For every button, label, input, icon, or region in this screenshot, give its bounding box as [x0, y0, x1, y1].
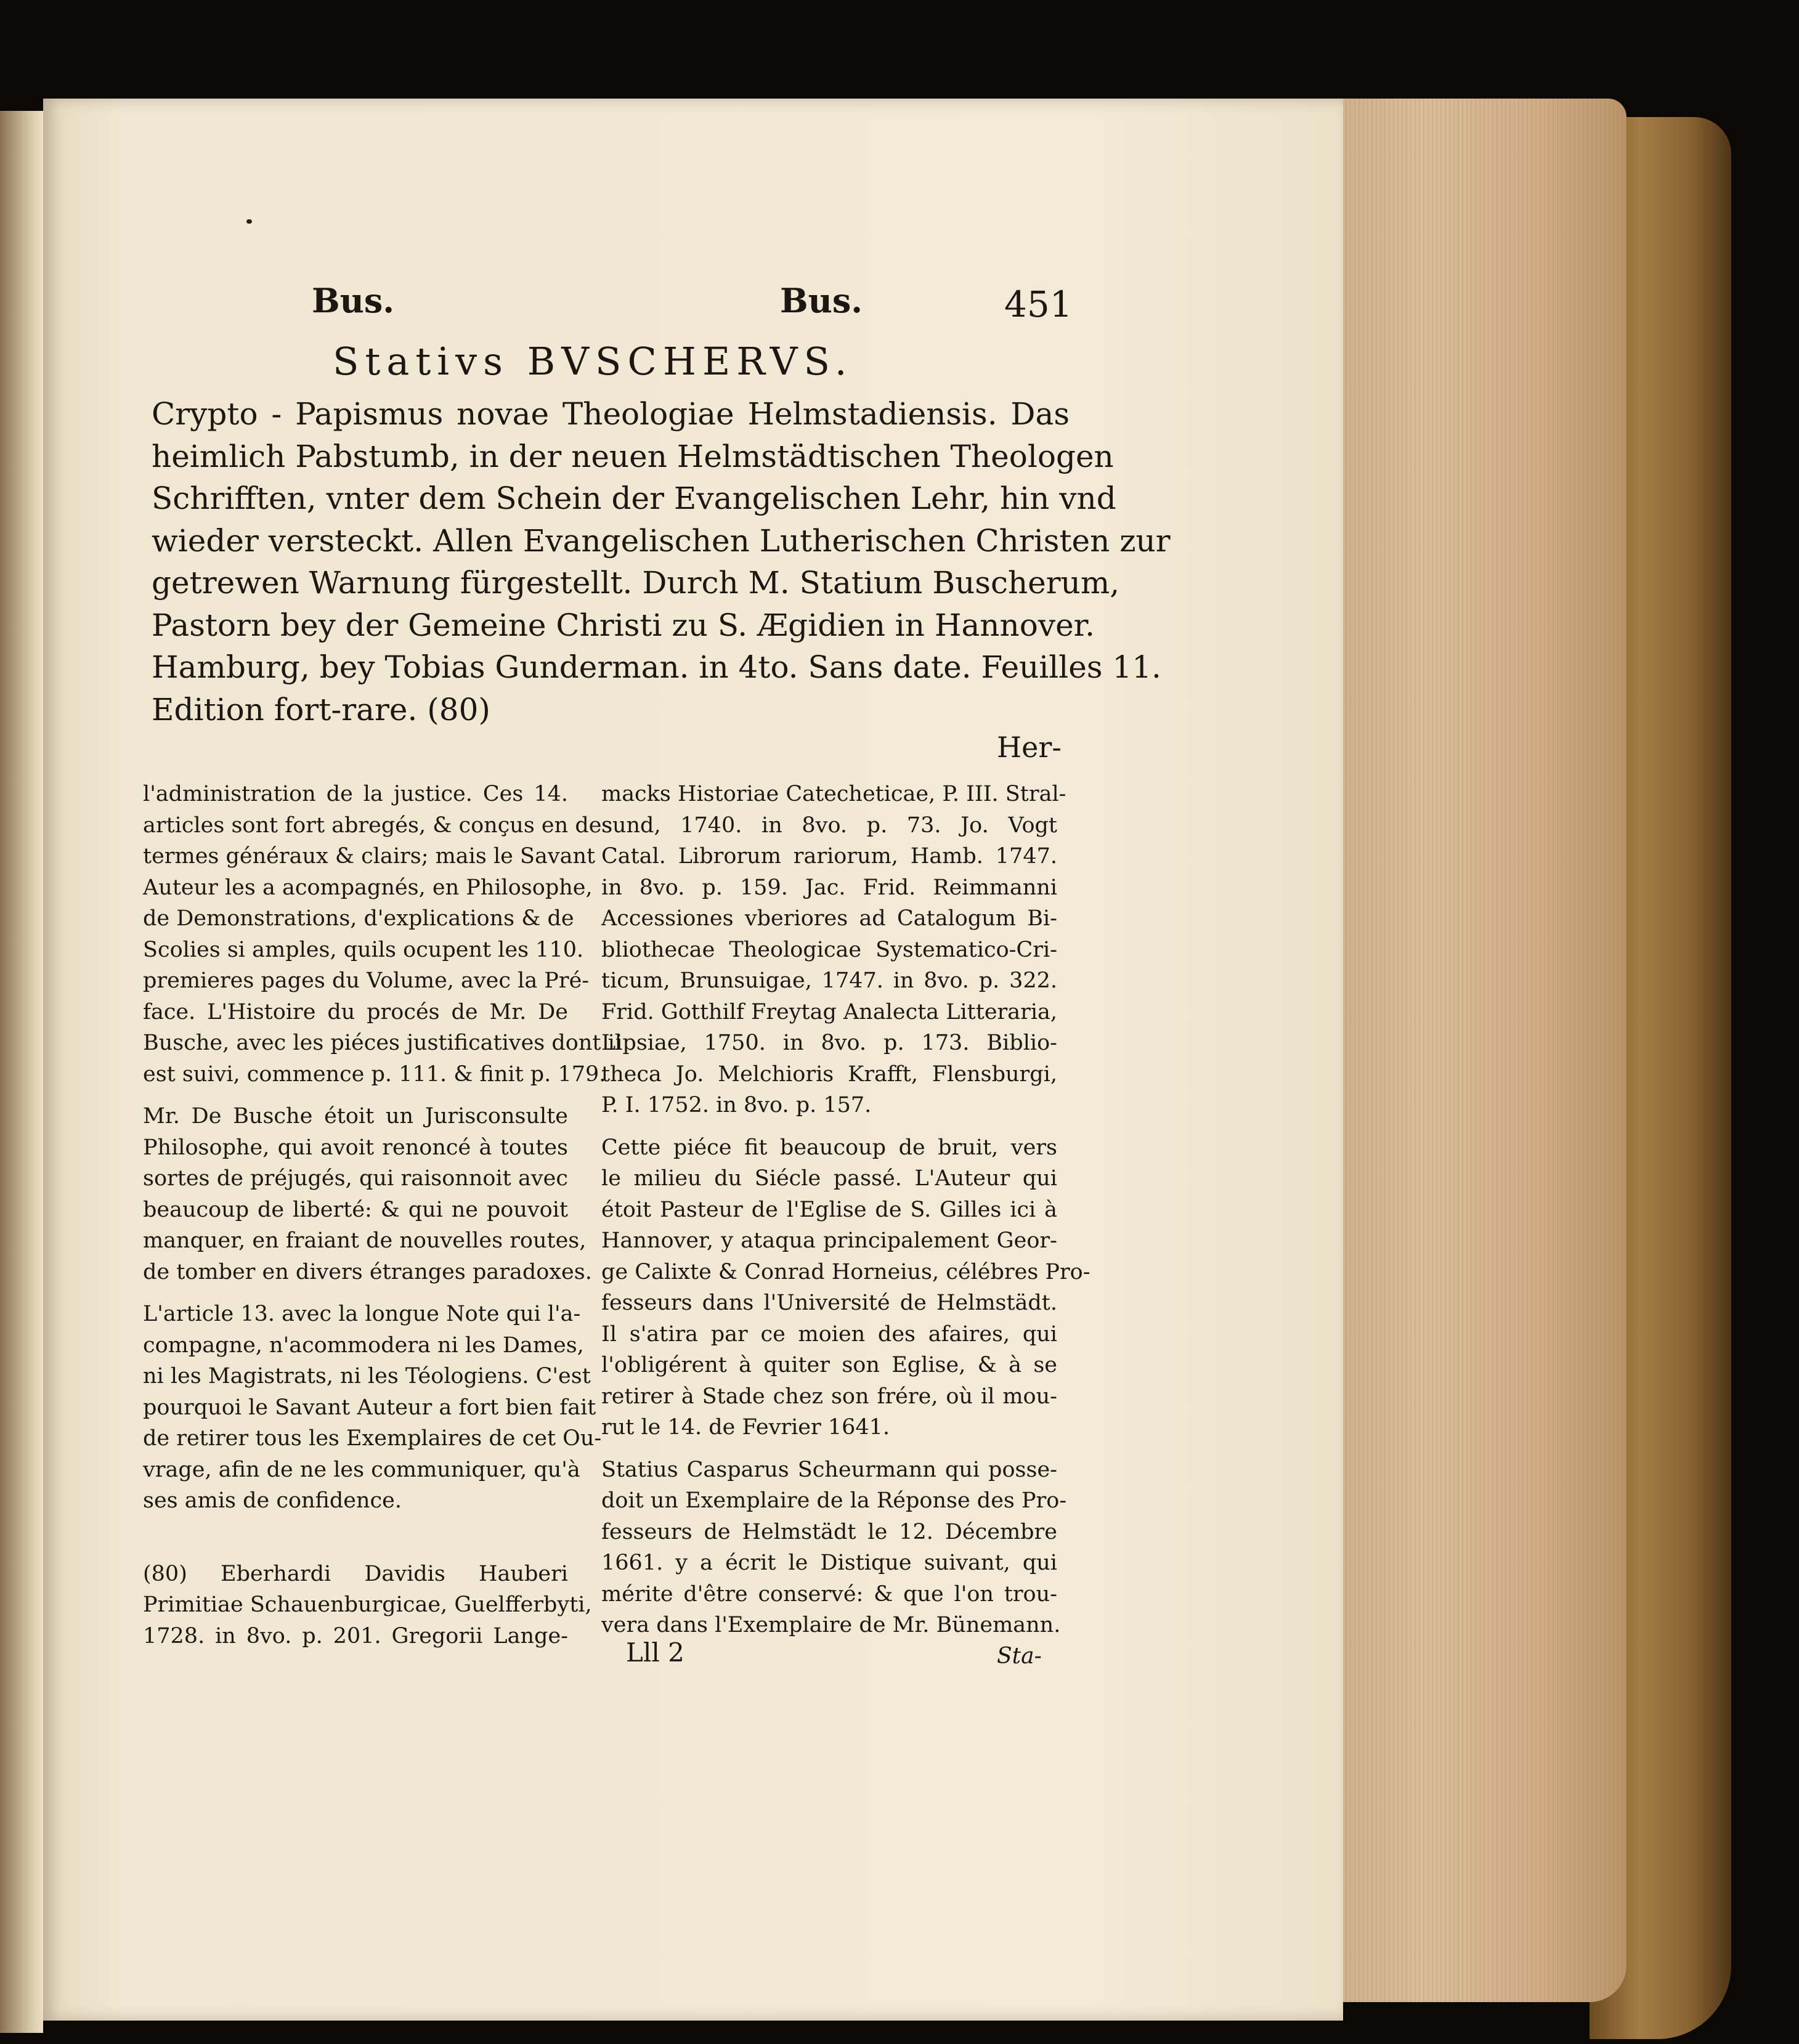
- text-line: rut le 14. de Fevrier 1641.: [601, 1415, 890, 1440]
- title-line: heimlich Pabstumb, in der neuen Helmstädtischen Theologen: [152, 438, 1114, 474]
- entry-title: Stativs BVSCHERVS.: [333, 339, 853, 384]
- text-line: ses amis de confidence.: [143, 1488, 402, 1513]
- spacer: [143, 1528, 568, 1559]
- footnote-line: P. I. 1752. in 8vo. p. 157.: [601, 1093, 872, 1117]
- footnote-line: Lipsiae, 1750. in 8vo. p. 173. Biblio-: [601, 1031, 1057, 1055]
- left-column: [143, 779, 622, 1652]
- text-line: 1661. y a écrit le Distique suivant, qui: [601, 1551, 1057, 1575]
- text-line: vera dans l'Exemplaire de Mr. Bünemann.: [601, 1613, 1061, 1637]
- facing-page-edge: [0, 111, 43, 2033]
- footnote-line: in 8vo. p. 159. Jac. Frid. Reimmanni: [601, 875, 1057, 900]
- text-line: beaucoup de liberté: & qui ne pouvoit: [143, 1197, 568, 1222]
- page-edges: [1337, 99, 1626, 2002]
- page-number: 451: [1004, 283, 1073, 325]
- text-line: Statius Casparus Scheurmann qui posse-: [601, 1457, 1057, 1482]
- text-line: ge Calixte & Conrad Horneius, célébres Pro-: [601, 1259, 1090, 1284]
- text-line: doit un Exemplaire de la Réponse des Pro-: [601, 1488, 1067, 1513]
- text-line: le milieu du Siécle passé. L'Auteur qui: [601, 1166, 1057, 1191]
- footnote-line: (80) Eberhardi Davidis Hauberi: [143, 1561, 568, 1586]
- text-line: compagne, n'acommodera ni les Dames,: [143, 1332, 584, 1358]
- text-line: Scolies si amples, quils ocupent les 110.: [143, 937, 584, 962]
- book-page: [43, 99, 1343, 2021]
- title-catchword: Her-: [997, 731, 1062, 764]
- text-line: mérite d'être conservé: & que l'on trou-: [601, 1581, 1057, 1607]
- text-line: L'article 13. avec la longue Note qui l'a-: [143, 1302, 581, 1326]
- title-line: Crypto - Papismus novae Theologiae Helmstadiensis. Das: [152, 396, 1070, 432]
- title-line: Edition fort-rare. (80): [152, 691, 490, 728]
- footnote-line: macks Historiae Catecheticae, P. III. Stral-: [601, 782, 1066, 806]
- text-line: pourquoi le Savant Auteur a fort bien fait: [143, 1395, 596, 1420]
- title-line: getrewen Warnung fürgestellt. Durch M. Statium Buscherum,: [152, 565, 1120, 601]
- footnote-line: sund, 1740. in 8vo. p. 73. Jo. Vogt: [601, 813, 1057, 838]
- right-column: [601, 779, 1090, 1652]
- title-line: Pastorn bey der Gemeine Christi zu S. Ægidien in Hannover.: [152, 607, 1095, 643]
- text-line: est suivi, commence p. 111. & finit p. 179.: [143, 1061, 606, 1087]
- text-line: manquer, en fraiant de nouvelles routes,: [143, 1228, 587, 1253]
- footnote-line: 1728. in 8vo. p. 201. Gregorii Lange-: [143, 1623, 568, 1649]
- text-line: ni les Magistrats, ni les Téologiens. C'est: [143, 1364, 591, 1389]
- text-line: Hannover, y ataqua principalement Geor-: [601, 1228, 1057, 1253]
- text-line: de tomber en divers étranges paradoxes.: [143, 1259, 592, 1284]
- text-line: vrage, afin de ne les communiquer, qu'à: [143, 1457, 580, 1482]
- footnote-line: ticum, Brunsuigae, 1747. in 8vo. p. 322.: [601, 968, 1057, 993]
- text-line: Cette piéce fit beaucoup de bruit, vers: [601, 1135, 1057, 1160]
- running-head-center: Bus.: [780, 281, 863, 320]
- text-line: fesseurs de Helmstädt le 12. Décembre: [601, 1519, 1057, 1544]
- footnote-line: Catal. Librorum rariorum, Hamb. 1747.: [601, 844, 1057, 869]
- text-line: premieres pages du Volume, avec la Pré-: [143, 968, 590, 993]
- text-line: Mr. De Busche étoit un Jurisconsulte: [143, 1104, 568, 1129]
- footnote-line: Primitiae Schauenburgicae, Guelfferbyti,: [143, 1592, 592, 1617]
- text-line: l'obligérent à quiter son Eglise, & à se: [601, 1353, 1057, 1377]
- footnote-line: bliothecae Theologicae Systematico-Cri-: [601, 937, 1057, 962]
- text-line: Auteur les a acompagnés, en Philosophe,: [143, 875, 593, 900]
- ink-speck: [246, 219, 252, 224]
- title-line: wieder versteckt. Allen Evangelischen Lutherischen Christen zur: [152, 522, 1171, 559]
- text-line: articles sont fort abregés, & conçus en des: [143, 813, 613, 838]
- footnote-line: Frid. Gotthilf Freytag Analecta Litteraria,: [601, 999, 1058, 1024]
- footnote-line: theca Jo. Melchioris Krafft, Flensburgi,: [601, 1061, 1057, 1087]
- text-line: face. L'Histoire du procés de Mr. De: [143, 999, 568, 1024]
- signature-mark: Lll 2: [626, 1637, 684, 1668]
- text-line: l'administration de la justice. Ces 14.: [143, 782, 568, 806]
- text-line: fesseurs dans l'Université de Helmstädt.: [601, 1291, 1057, 1315]
- text-line: Il s'atira par ce moien des afaires, qui: [601, 1321, 1057, 1347]
- text-line: termes généraux & clairs; mais le Savant: [143, 844, 596, 869]
- catchword: Sta-: [997, 1644, 1042, 1669]
- text-line: de retirer tous les Exemplaires de cet Ou-: [143, 1426, 602, 1451]
- text-line: sortes de préjugés, qui raisonnoit avec: [143, 1166, 568, 1191]
- running-head-left: Bus.: [312, 281, 395, 320]
- footnote-line: Accessiones vberiores ad Catalogum Bi-: [601, 906, 1057, 931]
- text-line: retirer à Stade chez son frére, où il mou-: [601, 1384, 1057, 1409]
- text-line: Busche, avec les piéces justificatives dont il: [143, 1031, 622, 1055]
- text-line: Philosophe, qui avoit renoncé à toutes: [143, 1135, 568, 1160]
- text-line: étoit Pasteur de l'Eglise de S. Gilles ici à: [601, 1197, 1057, 1222]
- text-line: de Demonstrations, d'explications & de: [143, 906, 574, 931]
- title-line: Schrifften, vnter dem Schein der Evangelischen Lehr, hin vnd: [152, 481, 1116, 516]
- title-line: Hamburg, bey Tobias Gunderman. in 4to. Sans date. Feuilles 11.: [152, 649, 1161, 685]
- book-title-block: [152, 393, 1171, 731]
